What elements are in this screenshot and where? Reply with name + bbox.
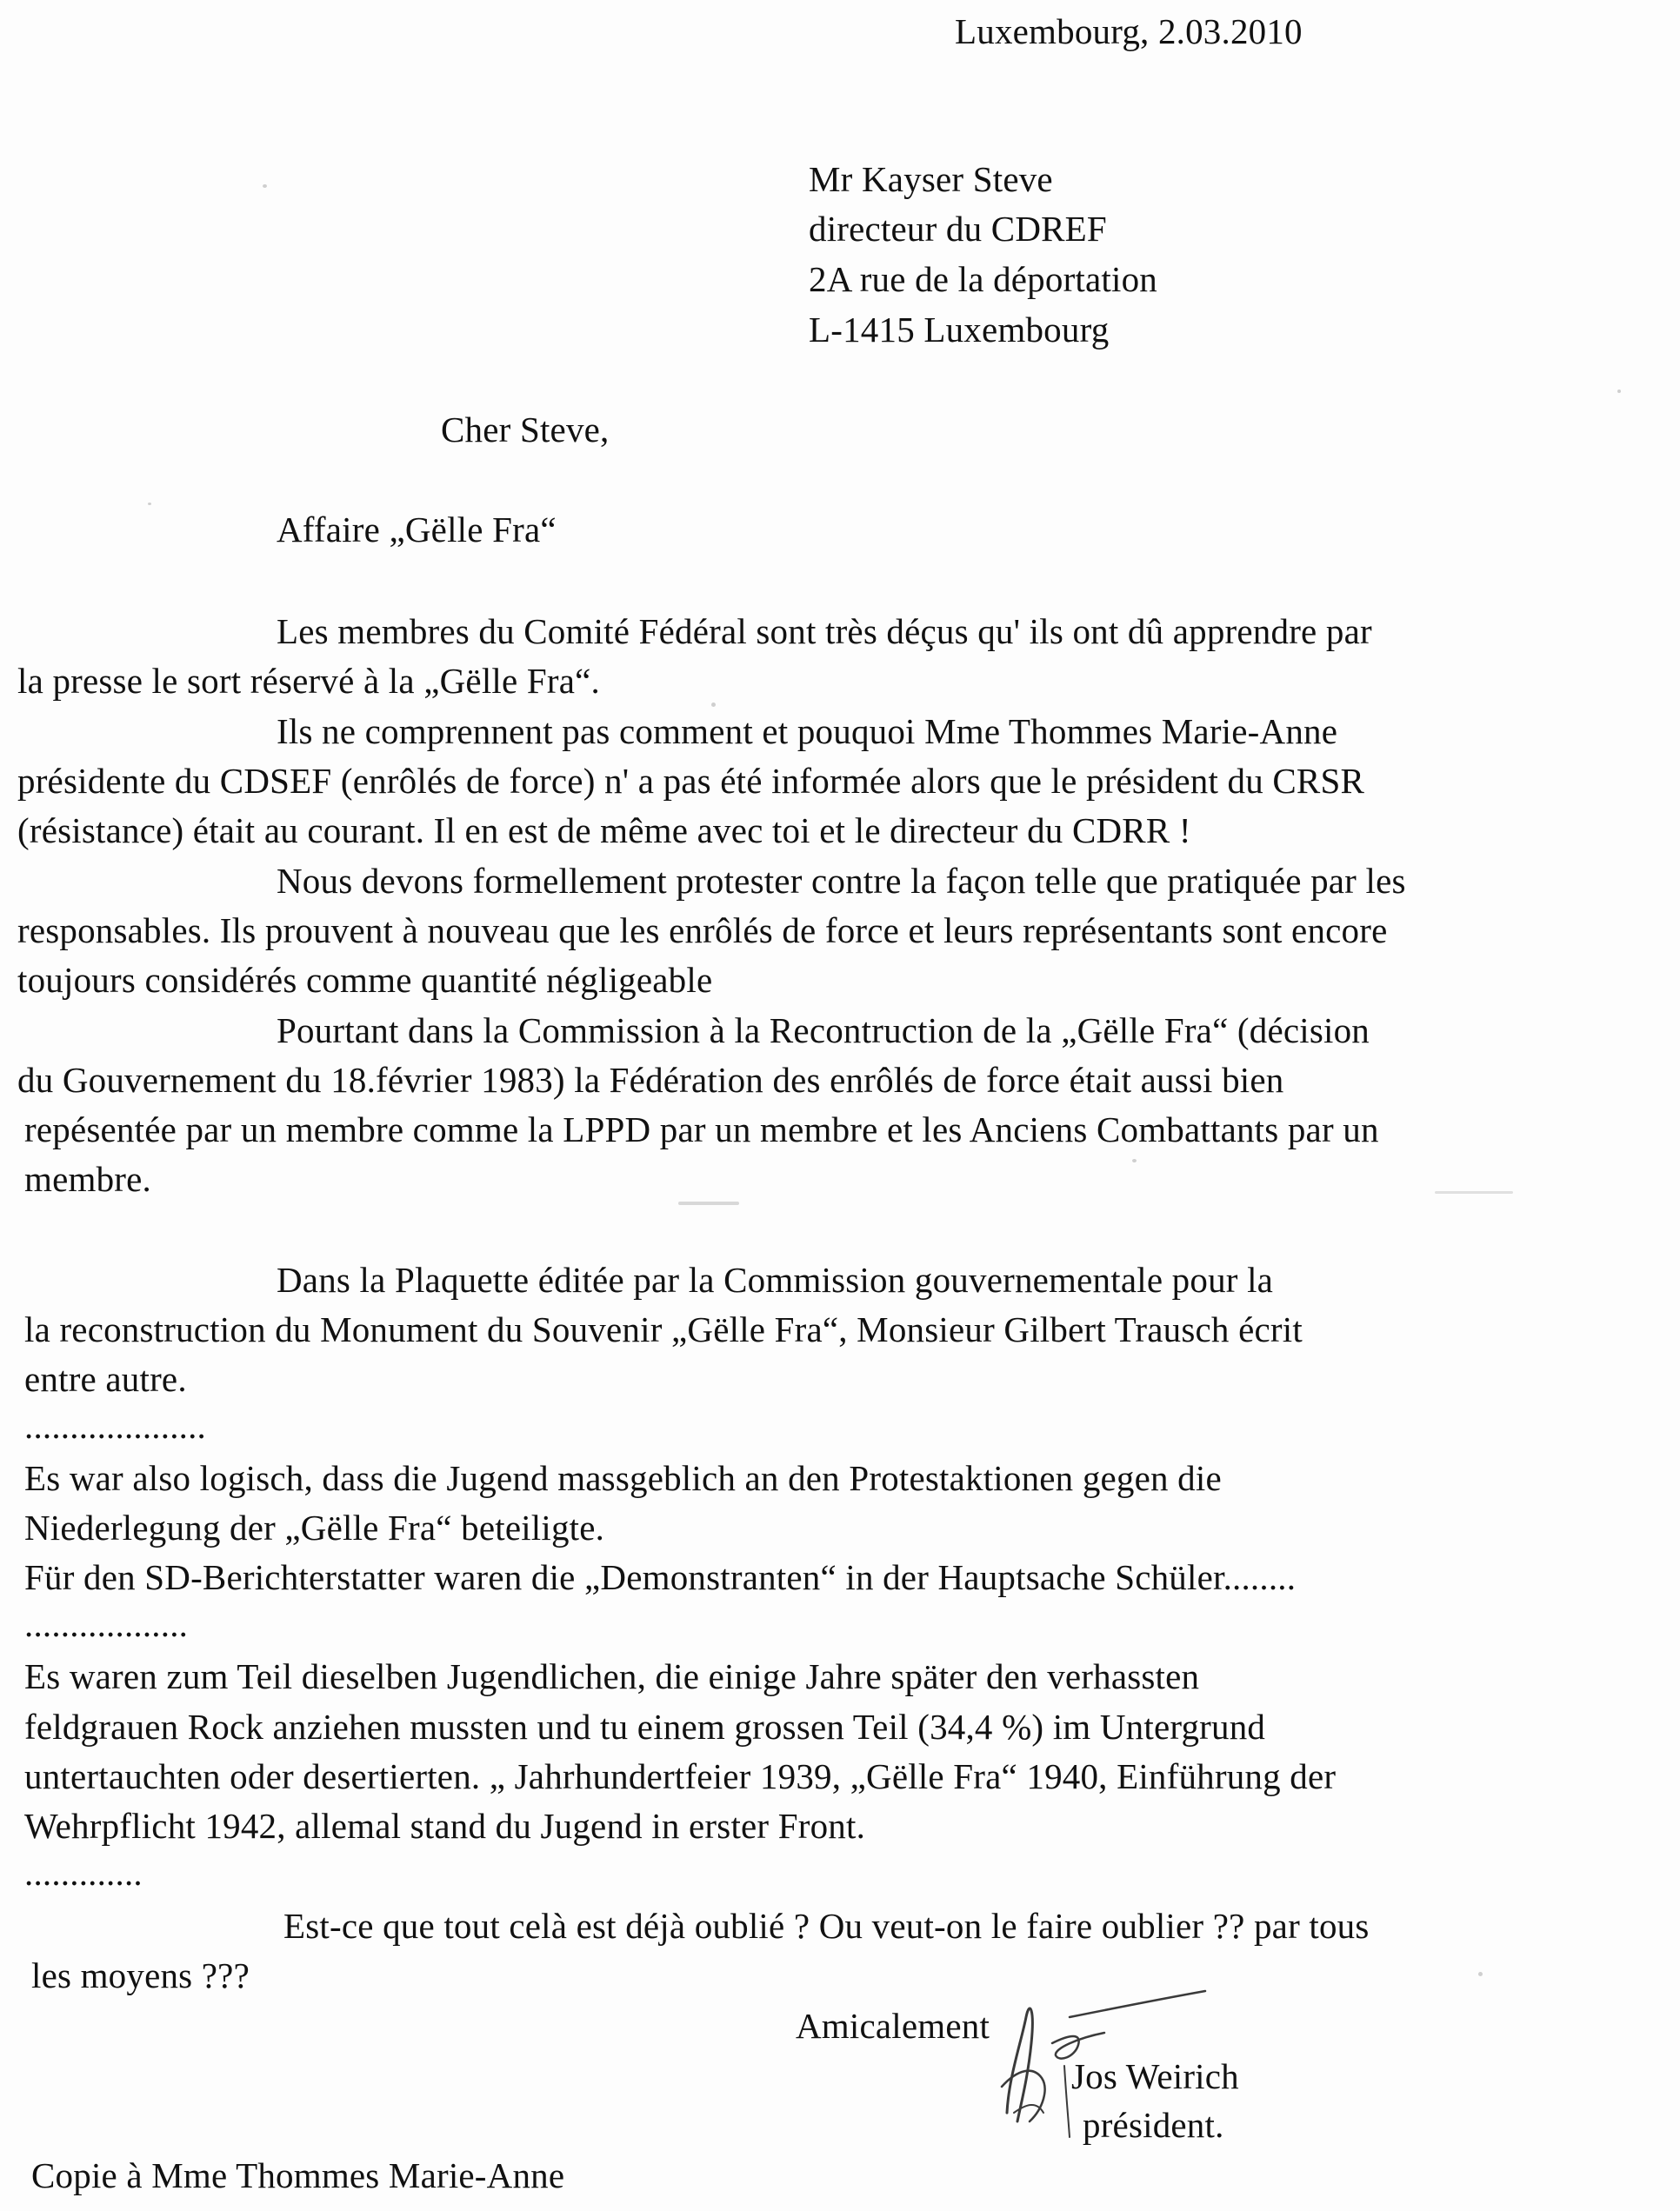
recipient-line: directeur du CDREF — [809, 209, 1107, 249]
body-line: untertauchten oder desertierten. „ Jahrhundertfeier 1939, „Gëlle Fra“ 1940, Einführung der — [24, 1756, 1337, 1796]
place-date: Luxembourg, 2.03.2010 — [955, 11, 1303, 51]
body-line: Est-ce que tout celà est déjà oublié ? Ou veut-on le faire oublier ?? par tous — [283, 1906, 1370, 1946]
body-line: Niederlegung der „Gëlle Fra“ beteiligte. — [24, 1508, 605, 1548]
body-line: Pourtant dans la Commission à la Recontruction de la „Gëlle Fra“ (décision — [277, 1010, 1370, 1050]
body-line: toujours considérés comme quantité négligeable — [17, 960, 713, 1000]
body-line: Ils ne comprennent pas comment et pouquoi Mme Thommes Marie-Anne — [277, 711, 1338, 751]
body-line: Für den SD-Berichterstatter waren die „Demonstranten“ in der Hauptsache Schüler........ — [24, 1557, 1297, 1597]
scan-speck — [148, 503, 151, 505]
body-line: la reconstruction du Monument du Souvenir „Gëlle Fra“, Monsieur Gilbert Trausch écrit — [24, 1309, 1303, 1349]
signer-name: Jos Weirich — [1071, 2056, 1239, 2096]
scan-speck — [711, 703, 716, 707]
salutation: Cher Steve, — [441, 410, 610, 450]
body-line: ............. — [24, 1853, 143, 1893]
copy-recipient: Copie à Mme Thommes Marie-Anne — [31, 2155, 565, 2195]
body-line: Les membres du Comité Fédéral sont très déçus qu' ils ont dû apprendre par — [277, 611, 1372, 651]
body-line: les moyens ??? — [31, 1955, 250, 1995]
scan-speck — [263, 184, 267, 188]
scan-speck — [1435, 1191, 1513, 1194]
recipient-line: Mr Kayser Steve — [809, 159, 1053, 199]
body-line: membre. — [24, 1159, 151, 1199]
recipient-line: 2A rue de la déportation — [809, 259, 1158, 299]
body-line: .................... — [24, 1406, 206, 1446]
body-line: présidente du CDSEF (enrôlés de force) n' a pas été informée alors que le président du CRSR — [17, 761, 1365, 801]
body-line: Es waren zum Teil dieselben Jugendlichen, die einige Jahre später den verhassten — [24, 1656, 1200, 1696]
scan-speck — [1132, 1159, 1137, 1162]
subject-line: Affaire „Gëlle Fra“ — [277, 509, 557, 549]
body-line: du Gouvernement du 18.février 1983) la Fédération des enrôlés de force était aussi bien — [17, 1060, 1284, 1100]
body-line: la presse le sort réservé à la „Gëlle Fra“. — [17, 661, 600, 701]
body-line: Es war also logisch, dass die Jugend massgeblich an den Protestaktionen gegen die — [24, 1458, 1222, 1498]
body-line: entre autre. — [24, 1359, 187, 1399]
scan-speck — [1617, 390, 1621, 393]
body-line: (résistance) était au courant. Il en est de même avec toi et le directeur du CDRR ! — [17, 810, 1191, 850]
signer-title: président. — [1083, 2105, 1224, 2145]
recipient-line: L-1415 Luxembourg — [809, 310, 1110, 350]
body-line: Wehrpflicht 1942, allemal stand du Jugend in erster Front. — [24, 1806, 866, 1846]
scan-speck — [1478, 1972, 1483, 1976]
body-line: feldgrauen Rock anziehen mussten und tu einem grossen Teil (34,4 %) im Untergrund — [24, 1707, 1266, 1747]
body-line: Nous devons formellement protester contre la façon telle que pratiquée par les — [277, 861, 1406, 901]
body-line: Dans la Plaquette éditée par la Commission gouvernementale pour la — [277, 1260, 1274, 1300]
body-line: .................. — [24, 1604, 189, 1644]
body-line: repésentée par un membre comme la LPPD par un membre et les Anciens Combattants par un — [24, 1109, 1379, 1149]
body-line: responsables. Ils prouvent à nouveau que les enrôlés de force et leurs représentants sont encore — [17, 910, 1388, 950]
scan-speck — [678, 1202, 739, 1205]
closing: Amicalement — [796, 2006, 990, 2046]
